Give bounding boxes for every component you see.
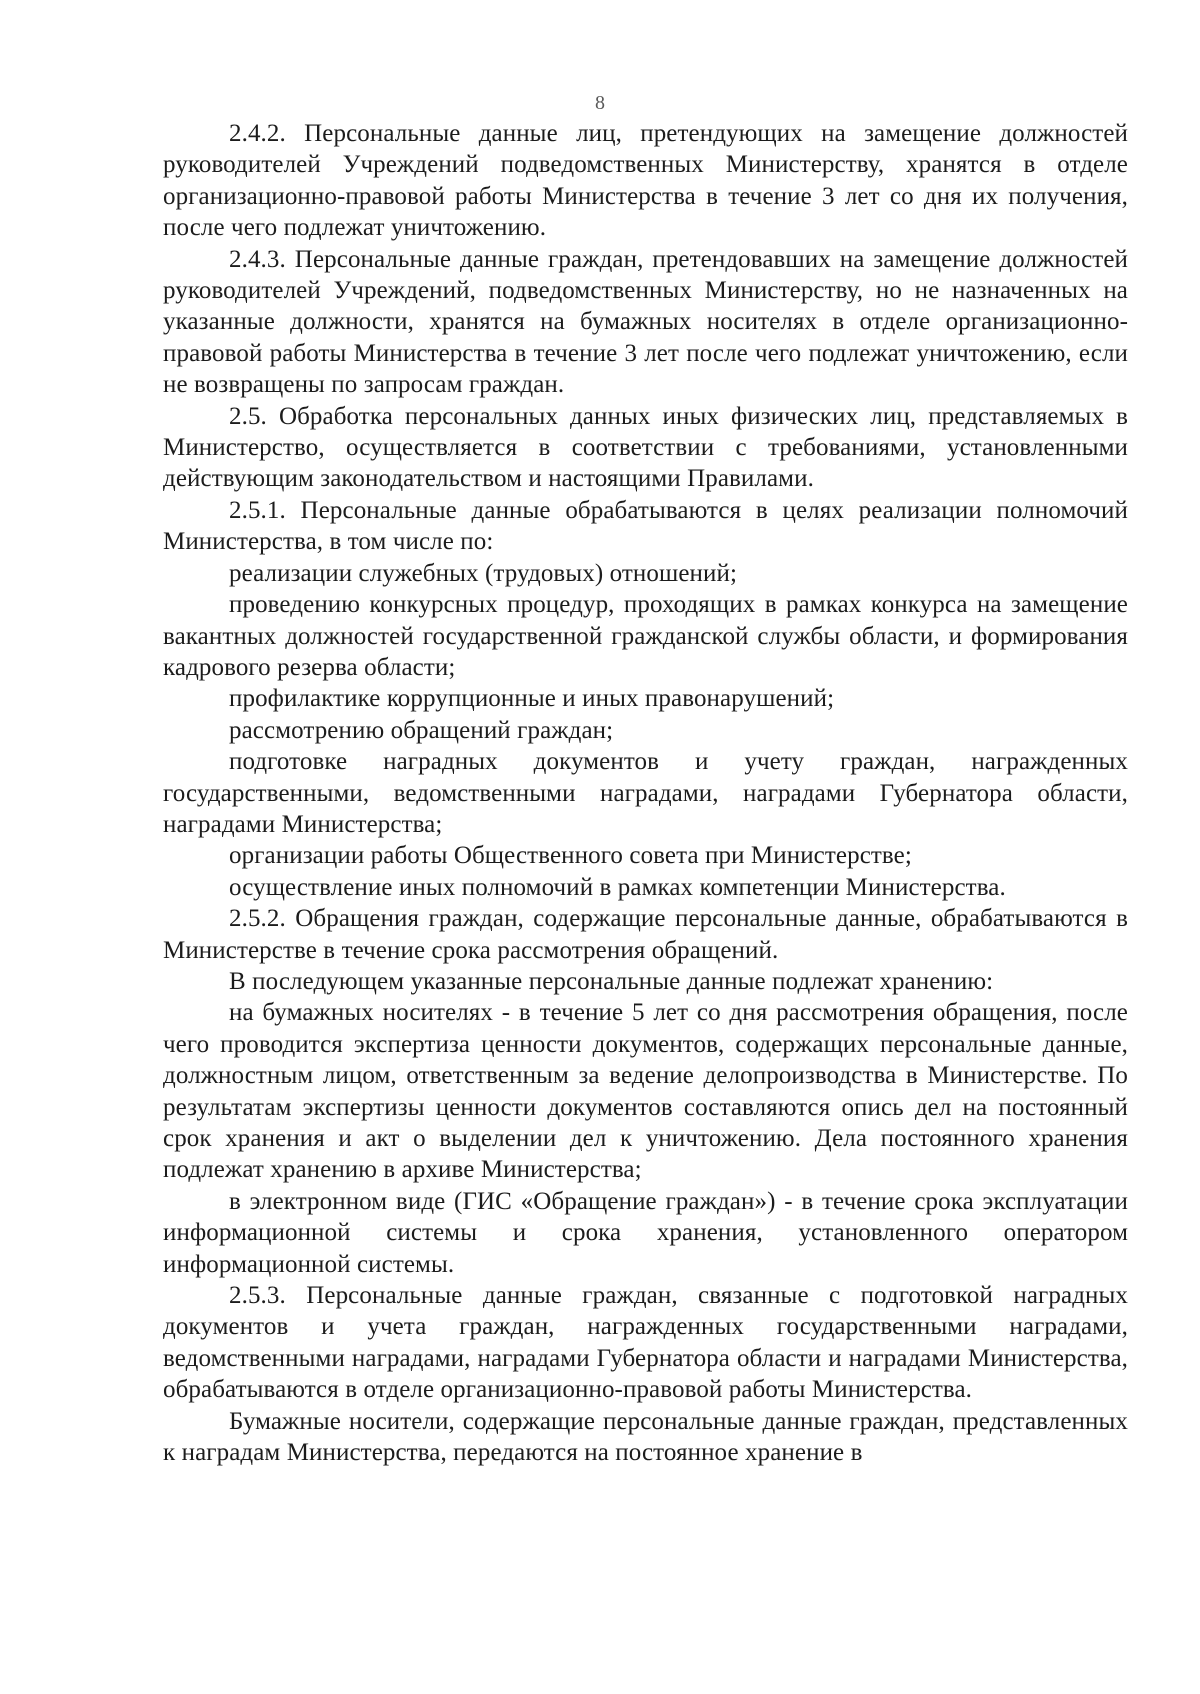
list-item: профилактике коррупционные и иных правонарушений; — [229, 685, 835, 713]
list-item: в электронном виде (ГИС «Обращение граждан») - в течение срока эксплуатации информационной системы и срока хранения, установленного оператором информационной системы. — [163, 1187, 1128, 1278]
list-item: на бумажных носителях - в течение 5 лет со дня рассмотрения обращения, после чего проводится экспертиза ценности документов, содержащих персональные данные, должностным лицом, ответственным за ведение делопроизводства в Министерстве. По результатам экспертизы ценности документов составляются опись дел на постоянный срок хранения и акт о выделении дел к уничтожению. Дела постоянного хранения подлежат хранению в архиве Министерства; — [163, 999, 1128, 1184]
list-item: подготовке наградных документов и учету граждан, награжденных государственными, ведомственными наградами, наградами Губернатора области, наградами Министерства; — [163, 748, 1128, 838]
list-item: рассмотрению обращений граждан; — [229, 716, 614, 744]
paragraph-2-5: 2.5. Обработка персональных данных иных физических лиц, представляемых в Министерство, осуществляется в соответствии с требованиями, установленными действующим законодательством и настоящими Правилами. — [163, 402, 1128, 493]
list-item: проведению конкурсных процедур, проходящих в рамках конкурса на замещение вакантных должностей государственной гражданской службы области, и формирования кадрового резерва области; — [163, 591, 1128, 681]
paragraph-2-4-2: 2.4.2. Персональные данные лиц, претендующих на замещение должностей руководителей Учреждений подведомственных Министерству, хранятся в отделе организационно-правовой работы Министерства в течение 3 лет со дня их получения, после чего подлежат уничтожению. — [163, 120, 1128, 242]
paragraph-2-5-1: 2.5.1. Персональные данные обрабатываются в целях реализации полномочий Министерства, в том числе по: — [163, 496, 1128, 556]
list-item: осуществление иных полномочий в рамках компетенции Министерства. — [229, 873, 1006, 901]
document-body — [163, 118, 1128, 1468]
paragraph-2-5-2: 2.5.2. Обращения граждан, содержащие персональные данные, обрабатываются в Министерстве в течение срока рассмотрения обращений. — [163, 905, 1128, 964]
paragraph-paper-media: Бумажные носители, содержащие персональные данные граждан, представленных к наградам Министерства, передаются на постоянное хранение в — [163, 1407, 1128, 1467]
list-item: организации работы Общественного совета при Министерстве; — [229, 842, 912, 870]
paragraph-storage-intro: В последующем указанные персональные данные подлежат хранению: — [229, 967, 994, 995]
paragraph-2-4-3: 2.4.3. Персональные данные граждан, претендовавших на замещение должностей руководителей Учреждений, подведомственных Министерству, но не назначенных на указанные должности, хранятся на бумажных носителях в отделе организационно-правовой работы Министерства в течение 3 лет после чего подлежат уничтожению, если не возвращены по запросам граждан. — [163, 245, 1128, 399]
page-number: 8 — [595, 92, 605, 114]
list-item: реализации служебных (трудовых) отношений; — [229, 559, 738, 587]
paragraph-2-5-3: 2.5.3. Персональные данные граждан, связанные с подготовкой наградных документов и учета граждан, награжденных государственными наградами, ведомственными наградами, наградами Губернатора области и наградами Министерства, обрабатываются в отделе организационно-правовой работы Министерства. — [163, 1282, 1128, 1404]
